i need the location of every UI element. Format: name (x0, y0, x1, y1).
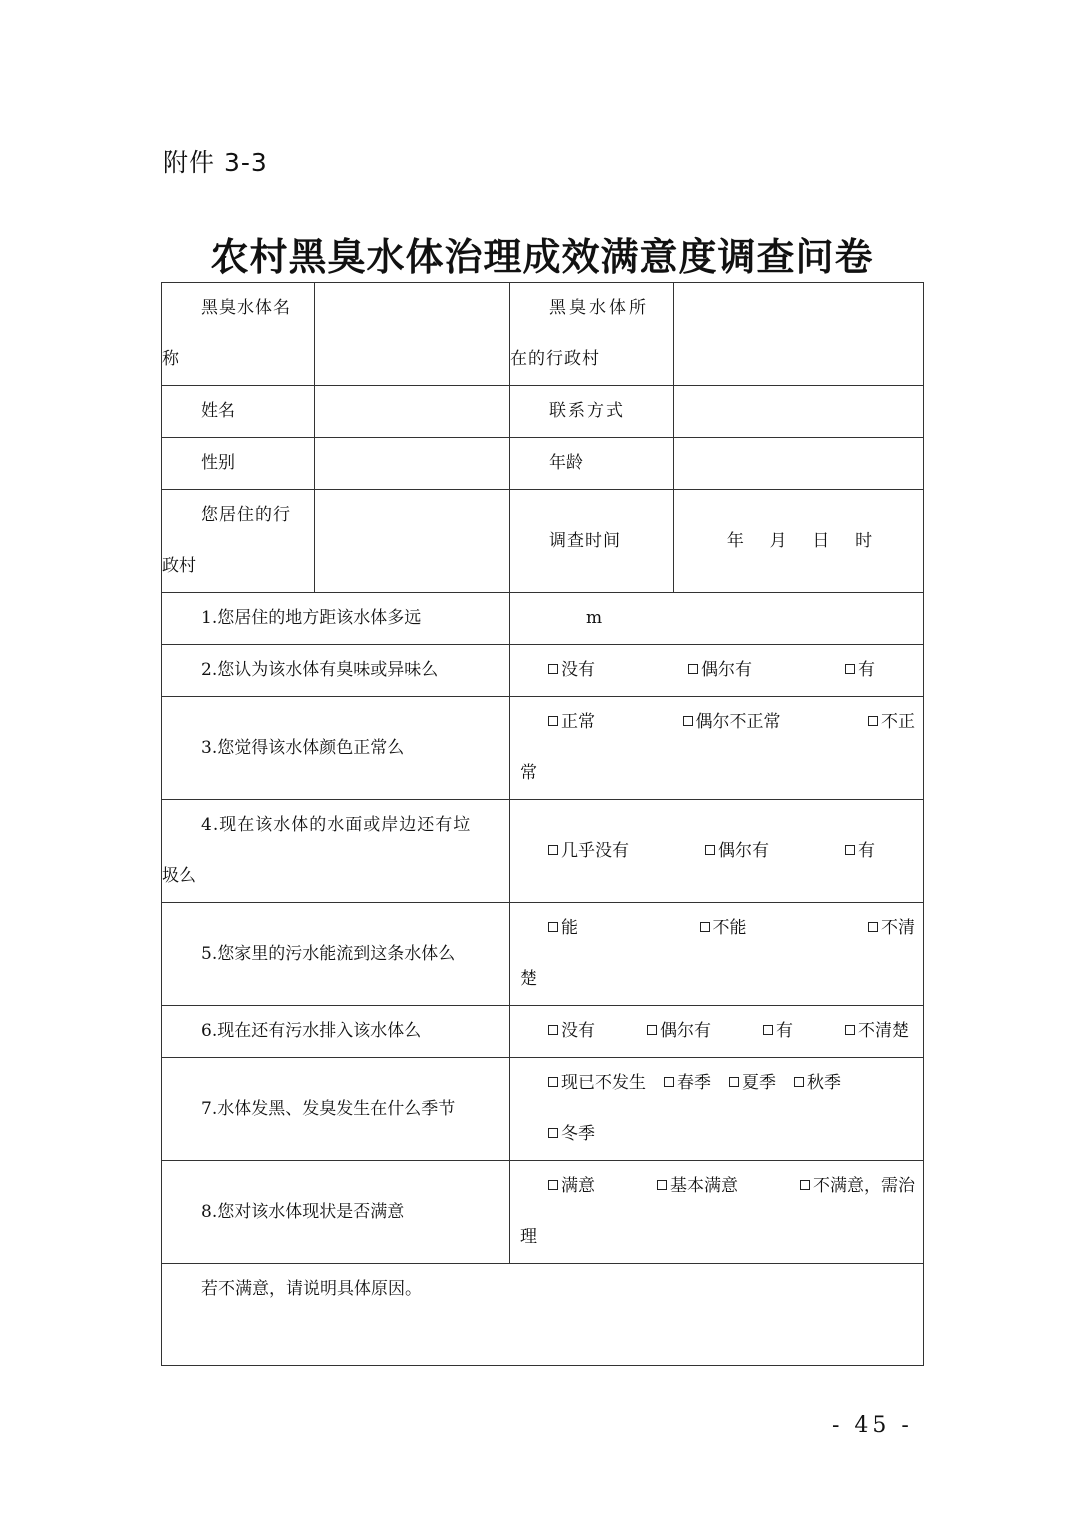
row-gender (162, 438, 924, 490)
checkbox-icon (548, 1025, 558, 1035)
checkbox-icon (729, 1077, 739, 1087)
row-q1 (162, 593, 924, 645)
unit-year: 年 (726, 530, 744, 551)
option-q3-occasional[interactable]: 偶尔不正常 (683, 697, 781, 748)
unit-day: 日 (812, 530, 830, 551)
document-title: 农村黑臭水体治理成效满意度调查问卷 (210, 234, 874, 279)
reason-field[interactable] (162, 1264, 924, 1366)
row-q6 (162, 1006, 924, 1058)
checkbox-icon (794, 1077, 804, 1087)
option-q2-yes[interactable]: 有 (845, 645, 875, 696)
answer-q7 (510, 1058, 924, 1161)
checkbox-icon (548, 1180, 558, 1190)
answer-q8 (510, 1161, 924, 1264)
row-q4 (162, 800, 924, 903)
question-5: 5.您家里的污水能流到这条水体么 (162, 903, 510, 1006)
option-q7-not-anymore[interactable]: 现已不发生 (548, 1058, 646, 1109)
survey-form (161, 282, 924, 1366)
question-1: 1.您居住的地方距该水体多远 (162, 593, 510, 645)
checkbox-icon (683, 716, 693, 726)
answer-q2 (510, 645, 924, 697)
option-q4-yes[interactable]: 有 (845, 826, 875, 877)
option-q7-summer[interactable]: 夏季 (729, 1058, 776, 1109)
checkbox-icon (657, 1180, 667, 1190)
label-age: 年龄 (510, 438, 674, 490)
label-residence: 您居住的行 政村 (162, 490, 315, 593)
checkbox-icon (548, 922, 558, 932)
option-q5-no[interactable]: 不能 (700, 903, 747, 954)
survey-time-field[interactable] (674, 490, 924, 593)
checkbox-icon (688, 664, 698, 674)
row-q8 (162, 1161, 924, 1264)
option-q8-unsatisfied[interactable]: 不满意，需治 (800, 1161, 915, 1212)
label-waterbody-village: 黑臭水体所 在的行政村 (510, 283, 674, 386)
option-q6-occasional[interactable]: 偶尔有 (647, 1006, 711, 1057)
input-waterbody-name[interactable] (315, 283, 510, 386)
label-name: 姓名 (162, 386, 315, 438)
checkbox-icon (763, 1025, 773, 1035)
option-q8-wrap: 理 (520, 1227, 537, 1247)
option-q6-yes[interactable]: 有 (763, 1006, 793, 1057)
question-3: 3.您觉得该水体颜色正常么 (162, 697, 510, 800)
option-q6-unsure[interactable]: 不清楚 (845, 1006, 909, 1057)
option-q2-none[interactable]: 没有 (548, 645, 595, 696)
checkbox-icon (705, 845, 715, 855)
checkbox-icon (845, 664, 855, 674)
option-q7-autumn[interactable]: 秋季 (794, 1058, 841, 1109)
option-q2-occasional[interactable]: 偶尔有 (688, 645, 752, 696)
answer-q1[interactable] (510, 593, 924, 645)
answer-q3 (510, 697, 924, 800)
label-gender: 性别 (162, 438, 315, 490)
attachment-label: 附件 3-3 (163, 148, 268, 177)
option-q6-none[interactable]: 没有 (548, 1006, 595, 1057)
option-q5-unsure[interactable]: 不清 (868, 903, 915, 954)
unit-month: 月 (769, 530, 787, 551)
checkbox-icon (845, 845, 855, 855)
option-q5-wrap: 楚 (520, 969, 537, 989)
question-8: 8.您对该水体现状是否满意 (162, 1161, 510, 1264)
row-residence (162, 490, 924, 593)
input-waterbody-village[interactable] (674, 283, 924, 386)
option-q8-basically-satisfied[interactable]: 基本满意 (657, 1161, 738, 1212)
reason-prompt: 若不满意，请说明具体原因。 (201, 1279, 422, 1299)
question-6: 6.现在还有污水排入该水体么 (162, 1006, 510, 1058)
checkbox-icon (700, 922, 710, 932)
input-contact[interactable] (674, 386, 924, 438)
option-q3-abnormal[interactable]: 不正 (868, 697, 915, 748)
option-q7-winter[interactable]: 冬季 (548, 1109, 595, 1160)
input-age[interactable] (674, 438, 924, 490)
input-name[interactable] (315, 386, 510, 438)
checkbox-icon (548, 845, 558, 855)
checkbox-icon (800, 1180, 810, 1190)
option-q8-satisfied[interactable]: 满意 (548, 1161, 595, 1212)
page-number: - 45 - (832, 1413, 913, 1438)
answer-q6 (510, 1006, 924, 1058)
checkbox-icon (868, 922, 878, 932)
row-q3 (162, 697, 924, 800)
checkbox-icon (664, 1077, 674, 1087)
option-q3-normal[interactable]: 正常 (548, 697, 595, 748)
checkbox-icon (548, 716, 558, 726)
option-q7-spring[interactable]: 春季 (664, 1058, 711, 1109)
question-2: 2.您认为该水体有臭味或异味么 (162, 645, 510, 697)
checkbox-icon (647, 1025, 657, 1035)
checkbox-icon (868, 716, 878, 726)
row-reason (162, 1264, 924, 1366)
label-waterbody-name: 黑臭水体名 称 (162, 283, 315, 386)
checkbox-icon (548, 1077, 558, 1087)
row-q5 (162, 903, 924, 1006)
label-survey-time: 调查时间 (510, 490, 674, 593)
checkbox-icon (548, 664, 558, 674)
question-7: 7.水体发黑、发臭发生在什么季节 (162, 1058, 510, 1161)
question-4: 4.现在该水体的水面或岸边还有垃 圾么 (162, 800, 510, 903)
label-contact: 联系方式 (510, 386, 674, 438)
unit-meter: m (586, 608, 603, 628)
input-residence[interactable] (315, 490, 510, 593)
option-q3-wrap: 常 (520, 763, 537, 783)
checkbox-icon (548, 1128, 558, 1138)
answer-q4 (510, 800, 924, 903)
row-q2 (162, 645, 924, 697)
input-gender[interactable] (315, 438, 510, 490)
checkbox-icon (845, 1025, 855, 1035)
row-q7 (162, 1058, 924, 1161)
row-waterbody (162, 283, 924, 386)
option-q4-occasional[interactable]: 偶尔有 (705, 826, 769, 877)
option-q4-almost-none[interactable]: 几乎没有 (548, 826, 629, 877)
row-name (162, 386, 924, 438)
unit-hour: 时 (855, 530, 873, 551)
answer-q5 (510, 903, 924, 1006)
option-q5-yes[interactable]: 能 (548, 903, 578, 954)
